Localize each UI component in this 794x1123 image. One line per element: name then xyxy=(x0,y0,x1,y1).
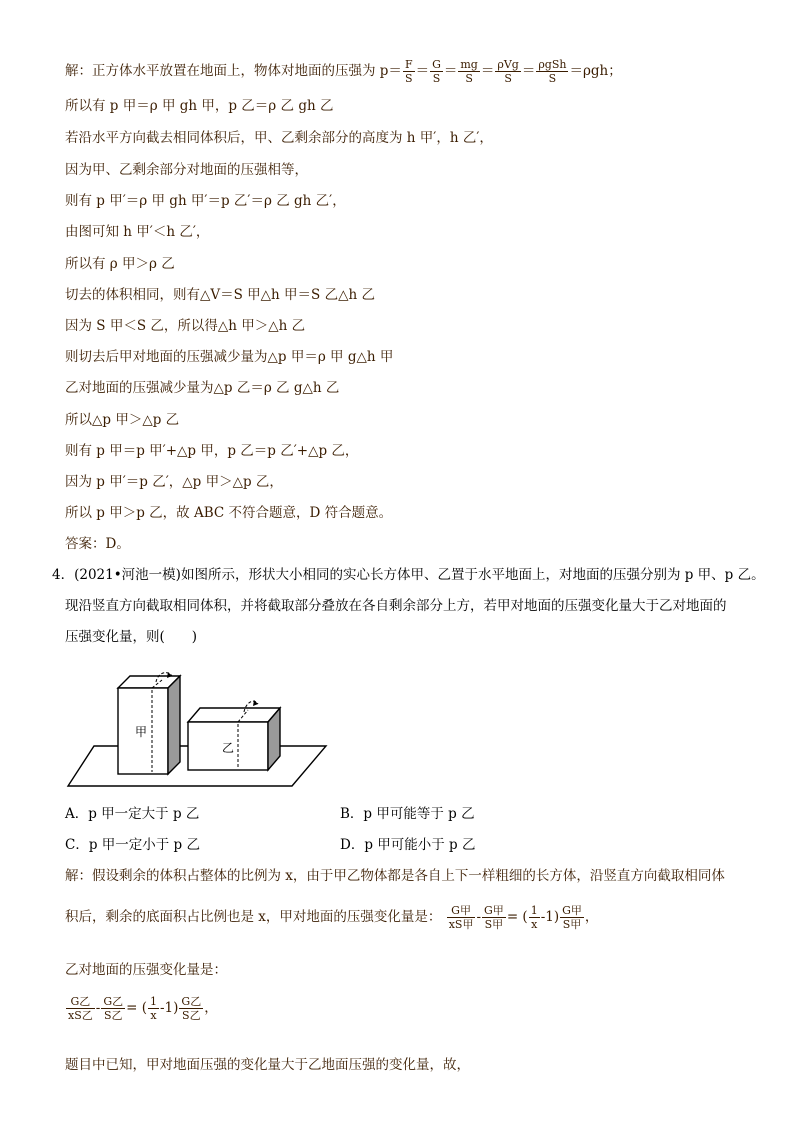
solution-line: 则有 p 甲＝p 甲′+△p 甲，p 乙＝p 乙′+△p 乙， xyxy=(65,443,359,459)
solution-line: 因为甲、乙剩余部分对地面的压强相等， xyxy=(65,162,308,178)
fraction-F-S: $\frac{F}{S}$ xyxy=(404,58,413,85)
solution-line: 由图可知 h 甲′＜h 乙′， xyxy=(65,224,210,240)
block-yi xyxy=(188,700,280,770)
solution-line: 所以有 p 甲＝ρ 甲 gh 甲，p 乙＝ρ 乙 gh 乙 xyxy=(65,98,334,114)
solution4-line-4: 题目中已知，甲对地面压强的变化量大于乙地面压强的变化量，故， xyxy=(65,1057,470,1073)
solution-line: 若沿水平方向截去相同体积后，甲、乙剩余部分的高度为 h 甲′，h 乙′， xyxy=(65,130,493,146)
solution-line: 所以△p 甲＞△p 乙 xyxy=(65,412,180,428)
solution4-line-2-text: 积后，剩余的底面积占比例也是 x，甲对地面的压强变化量是： xyxy=(65,909,442,925)
option-b[interactable]: B．p 甲可能等于 p 乙 xyxy=(340,806,475,822)
fraction-g-yi-xs-yi: $\frac{\text{G乙}}{\text{xS乙}}$ xyxy=(68,995,93,1022)
fraction-1-x: $\frac{1}{x}$ xyxy=(530,904,538,931)
solution4-line-3: 乙对地面的压强变化量是： xyxy=(65,962,227,978)
solution-intro-line: 解：正方体水平放置在地面上，物体对地面的压强为 p＝ $\frac{F}{S}$ ＝ $\frac{G}{S}$ ＝ $\frac{mg}{S}$ ＝ $\frac{\text{ρVg}}{S}$ ＝ $\frac{\text{ρgSh}}{S}$ ＝ρgh； xyxy=(65,58,622,85)
solution4-line-1: 解：假设剩余的体积占整体的比例为 x，由于甲乙物体都是各自上下一样粗细的长方体，沿竖直方向截取相同体 xyxy=(65,868,725,884)
option-d[interactable]: D．p 甲可能小于 p 乙 xyxy=(340,837,476,853)
label-jia: 甲 xyxy=(135,725,148,739)
question-4-line-2: 现沿竖直方向截取相同体积，并将截取部分叠放在各自剩余部分上方，若甲对地面的压强变化量大于乙对地面的 xyxy=(65,598,727,614)
solution-line: 则切去后甲对地面的压强减少量为△p 甲＝ρ 甲 g△h 甲 xyxy=(65,349,394,365)
fraction-g-jia-s-jia: $\frac{\text{G甲}}{\text{S甲}}$ xyxy=(484,904,504,931)
solution-intro-text: 解：正方体水平放置在地面上，物体对地面的压强为 p＝ xyxy=(65,63,402,79)
solution-line: 所以有 ρ 甲＞ρ 乙 xyxy=(65,256,175,272)
solution-line: 所以 p 甲＞p 乙，故 ABC 不符合题意，D 符合题意。 xyxy=(65,505,393,521)
block-jia xyxy=(118,672,180,774)
solution-line: 因为 S 甲＜S 乙，所以得△h 甲＞△h 乙 xyxy=(65,318,306,334)
solution-line: 因为 p 甲′＝p 乙′，△p 甲＞△p 乙， xyxy=(65,474,283,490)
fraction-g-yi-s-yi-2: $\frac{\text{G乙}}{\text{S乙}}$ xyxy=(181,995,202,1022)
question-4-line-1: 4．(2021•河池一模)如图所示，形状大小相同的实心长方体甲、乙置于水平地面上，对地面的压强分别为 p 甲、p 乙。 xyxy=(52,567,765,583)
fraction-g-jia-s-jia-2: $\frac{\text{G甲}}{\text{S甲}}$ xyxy=(562,904,582,931)
label-yi: 乙 xyxy=(222,741,235,755)
fraction-g-jia-xs-jia: $\frac{\text{G甲}}{\text{xS甲}}$ xyxy=(448,904,474,931)
solution4-yi-formula: $\frac{\text{G乙}}{\text{xS乙}}$ - $\frac{\text{G乙}}{\text{S乙}}$ = ( $\frac{1}{x}$ -1) $\frac{\text{G乙}}{\text{S乙}}$ ， xyxy=(68,995,218,1022)
fraction-rhogSh-S: $\frac{\text{ρgSh}}{S}$ xyxy=(538,58,567,85)
fraction-G-S: $\frac{G}{S}$ xyxy=(432,58,441,85)
fraction-g-yi-s-yi: $\frac{\text{G乙}}{\text{S乙}}$ xyxy=(103,995,124,1022)
solution-line: 切去的体积相同，则有△V＝S 甲△h 甲＝S 乙△h 乙 xyxy=(65,287,375,303)
fraction-1-x-yi: $\frac{1}{x}$ xyxy=(149,995,157,1022)
option-a[interactable]: A．p 甲一定大于 p 乙 xyxy=(65,806,200,822)
solution4-line-2: 积后，剩余的底面积占比例也是 x，甲对地面的压强变化量是： $\frac{\text{G甲}}{\text{xS甲}}$ - $\frac{\text{G甲}}{\text{S甲}}$ = ( $\frac{1}{x}$ -1) $\frac{\text{G甲}}{\text{S甲}}$ ， xyxy=(65,904,599,931)
solution-line: 乙对地面的压强减少量为△p 乙＝ρ 乙 g△h 乙 xyxy=(65,380,340,396)
fraction-mg-S: $\frac{mg}{S}$ xyxy=(460,58,478,85)
fraction-rhoVg-S: $\frac{\text{ρVg}}{S}$ xyxy=(497,58,519,85)
solution-line: 则有 p 甲′＝ρ 甲 gh 甲′＝p 乙′＝ρ 乙 gh 乙′， xyxy=(65,193,346,209)
formula-tail: ＝ρgh； xyxy=(569,63,622,79)
two-blocks-figure xyxy=(64,668,328,792)
option-c[interactable]: C．p 甲一定小于 p 乙 xyxy=(65,837,200,853)
answer-line: 答案：D。 xyxy=(65,536,130,552)
question-4-line-3: 压强变化量，则( ) xyxy=(65,629,198,645)
